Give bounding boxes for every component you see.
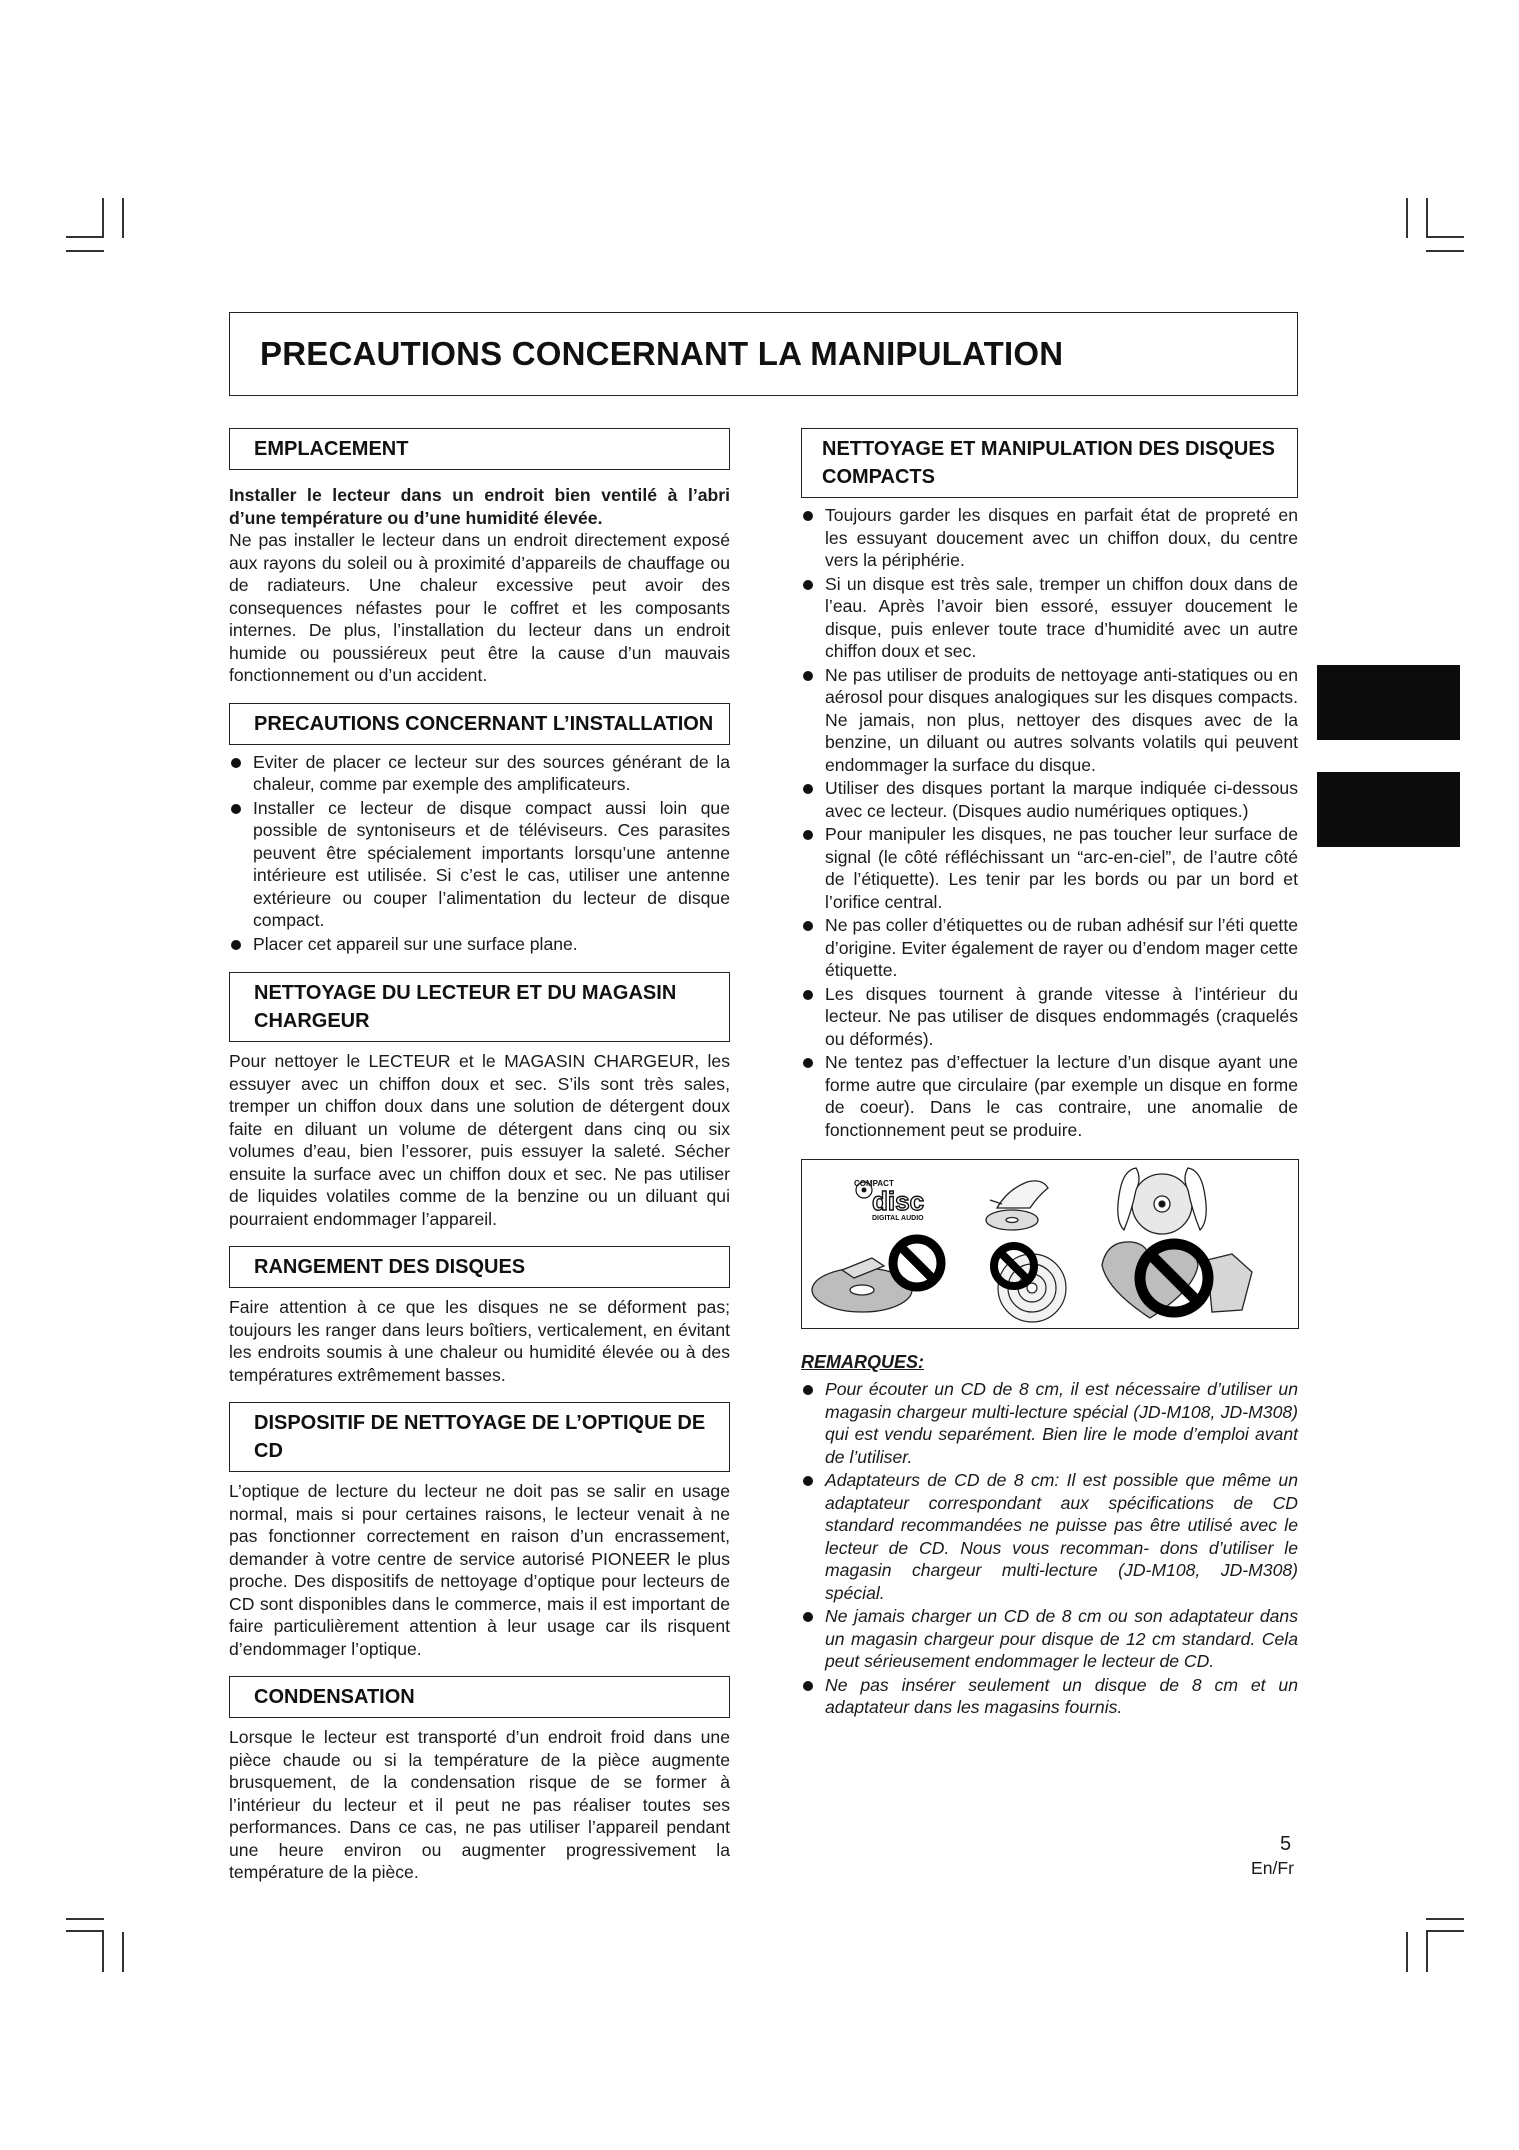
bullet-icon [803,990,813,1000]
list-item: Ne tentez pas d’effectuer la lecture d’un disque ayant une forme autre que circulaire (par exemple un disque en forme de coeur). Dans le cas contraire, une anomalie de fonctionnement peut se produire. [801,1051,1298,1141]
list-item: Eviter de placer ce lecteur sur des sources générant de la chaleur, comme par exemple des amplificateurs. [229,751,730,796]
bullet-icon [231,758,241,768]
section-heading-nettoyage-disques: NETTOYAGE ET MANIPULATION DES DISQUES COMPACTS [801,428,1298,498]
remarques-block [801,1378,1298,1720]
list-item: Ne jamais charger un CD de 8 cm ou son adaptateur dans un magasin chargeur pour disque de 12 cm standard. Cela peut sérieusement endommager le lecteur de CD. [801,1605,1298,1673]
remarques-list [801,1378,1298,1719]
list-item: Ne pas coller d’étiquettes ou de ruban adhésif sur l’éti quette d’origine. Eviter également de rayer ou d’endom mager cette étiquette. [801,914,1298,982]
bullet-icon [803,1612,813,1622]
condensation-body: Lorsque le lecteur est transporté d’un endroit froid dans une pièce chaude ou si la température de la pièce augmente brusquement, de la condensation risque de se former à l’intérieur du lecteur et il peut ne pas réaliser toutes ses performances. Dans ce cas, ne pas utiliser l’appareil pendant une heure environ ou augmenter progressivement la température de la pièce. [229,1727,730,1882]
list-item: Si un disque est très sale, tremper un chiffon doux dans de l’eau. Après l’avoir bien essoré, essuyer doucement le disque, puis enlever toute trace d’humidité avec un autre chiffon doux et sec. [801,573,1298,663]
emplacement-lead: Installer le lecteur dans un endroit bien ventilé à l’abri d’une température ou d’une humidité élevée. [229,485,730,528]
section-heading-condensation: CONDENSATION [229,1676,730,1718]
section-heading-rangement: RANGEMENT DES DISQUES [229,1246,730,1288]
bullet-icon [803,1058,813,1068]
nettoyage-disques-list [801,504,1298,1141]
hands-holding-disc-edges-drawing [1118,1168,1207,1234]
crop-mark [1406,198,1408,238]
crop-mark [122,1932,124,1972]
bullet-icon [803,921,813,931]
svg-text:disc: disc [872,1186,925,1216]
crop-mark [1426,236,1464,238]
bullet-icon [803,580,813,590]
bullet-icon [803,671,813,681]
svg-text:COMPACT: COMPACT [854,1179,894,1188]
left-column [229,428,730,1884]
bullet-icon [803,1681,813,1691]
bullet-icon [803,784,813,794]
crop-mark [66,1918,104,1920]
section-heading-dispositif: DISPOSITIF DE NETTOYAGE DE L’OPTIQUE DE CD [229,1402,730,1472]
list-item: Pour manipuler les disques, ne pas toucher leur surface de signal (le côté réfléchissant un “arc-en-ciel”, de l’autre côté de l’étiquette). Les tenir par les bords ou par un bord et l’orifice central. [801,823,1298,913]
list-item: Ne pas utiliser de produits de nettoyage anti-statiques ou en aérosol pour disques analogiques sur les disques compacts. Ne jamais, non plus, nettoyer des disques avec de la benzine, un diluant ou autres solvants volatils qui peuvent endommager la surface du disque. [801,664,1298,777]
crop-mark [1426,198,1428,238]
section-tab-french [1317,772,1460,847]
hand-holding-disc-drawing [986,1181,1048,1230]
section-heading-nettoyage-lecteur: NETTOYAGE DU LECTEUR ET DU MAGASIN CHARGEUR [229,972,730,1042]
section-heading-emplacement: EMPLACEMENT [229,428,730,470]
prohibition-icon [893,1239,941,1287]
list-item: Placer cet appareil sur une surface plane. [229,933,730,956]
bullet-icon [803,1385,813,1395]
crop-mark [1426,250,1464,252]
dispositif-body: L’optique de lecture du lecteur ne doit pas se salir en usage normal, mais si pour certaines raisons, le lecteur venait à ne pas fonctionner correctement en raison d’un encrassement, demander à votre centre de service autorisé PIONEER le plus proche. Des dispositifs de nettoyage d’optique pour lecteurs de CD sont disponibles dans le commerce, mais il est important de faire particulièrement attention à leur usage car ils risquent d’endommager l’optique. [229,1481,730,1659]
crop-mark [66,236,104,238]
crop-mark [102,198,104,238]
list-item: Installer ce lecteur de disque compact aussi loin que possible de syntoniseurs et de téléviseurs. Ces parasites peuvent être spécialement importants lorsqu’une antenne intérieure est utilisée. Si c’est le cas, utiliser une antenne extérieure ou couper l’alimentation du lecteur de disque compact. [229,797,730,932]
emplacement-body: Ne pas installer le lecteur dans un endroit directement exposé aux rayons du soleil ou à proximité d’appareils de chauffage ou de radiateurs. Une chaleur excessive peut avoir des consequences néfastes pour le coffret et les composants internes. De plus, l’installation du lecteur dans un endroit humide ou poussiéreux peut être la cause d’un mauvais fonctionnement ou d’un accident. [229,530,730,685]
crop-mark [1426,1930,1464,1932]
installation-list [229,751,730,956]
list-item: Utiliser des disques portant la marque indiquée ci-dessous avec ce lecteur. (Disques audio numériques optiques.) [801,777,1298,822]
crop-mark [102,1932,104,1972]
crop-mark [122,198,124,238]
section-tab-english [1317,665,1460,740]
list-item: Pour écouter un CD de 8 cm, il est nécessaire d’utiliser un magasin chargeur multi-lecture spécial (JD-M108, JD-M308) qui est vendu separément. Bien lire le mode d’emploi avant de l’utiliser. [801,1378,1298,1468]
crop-mark [1426,1932,1428,1972]
rangement-body: Faire attention à ce que les disques ne se déforment pas; toujours les ranger dans leurs boîtiers, verticalement, en évitant les endroits soumis à une chaleur ou humidité élevée ou à des températures extrêmement basses. [229,1297,730,1385]
list-item: Adaptateurs de CD de 8 cm: Il est possible que même un adaptateur correspondant aux spécifications de CD standard recommandées ne puisse pas être utilisé avec le lecteur de CD. Nous vous recomman- dons d’utiliser le magasin chargeur multi-lecture (JD-M108, JD-M308) spécial. [801,1469,1298,1604]
bullet-icon [803,511,813,521]
section-heading-installation: PRECAUTIONS CONCERNANT L’INSTALLATION [229,703,730,745]
title-box [229,312,1298,396]
disc-handling-illustration [801,1159,1299,1329]
nettoyage-lecteur-body: Pour nettoyer le LECTEUR et le MAGASIN CHARGEUR, les essuyer avec un chiffon doux et sec. S’ils sont très sales, tremper un chiffon doux dans une solution de détergent doux faite en diluant un volume de détergent dans cinq ou six volumes d’eau, bien l’essorer, puis essuyer la saleté. Sécher ensuite la surface avec un chiffon doux et sec. Ne pas utiliser de liquides volatiles comme de la benzine ou un diluant qui pourraient endommager l’appareil. [229,1051,730,1229]
svg-text:DIGITAL AUDIO: DIGITAL AUDIO [872,1215,924,1222]
page-language-code: En/Fr [1251,1858,1295,1878]
crop-mark [66,250,104,252]
bullet-icon [803,830,813,840]
bullet-icon [231,804,241,814]
disc-handling-drawings [802,1160,1298,1328]
compact-disc-logo [854,1179,924,1222]
right-column [801,428,1298,1142]
page-number: 5 [1280,1833,1292,1855]
list-item: Toujours garder les disques en parfait état de propreté en les essuyant doucement avec un chiffon doux, du centre vers la périphérie. [801,504,1298,572]
list-item: Les disques tournent à grande vitesse à l’intérieur du lecteur. Ne pas utiliser de disques endommagés (craquelés ou déformés). [801,983,1298,1051]
bullet-icon [803,1476,813,1486]
crop-mark [66,1930,104,1932]
crop-mark [1406,1932,1408,1972]
bullet-icon [231,940,241,950]
page-title: PRECAUTIONS CONCERNANT LA MANIPULATION [260,335,1064,372]
list-item: Ne pas insérer seulement un disque de 8 cm et un adaptateur dans les magasins fournis. [801,1674,1298,1719]
crop-mark [1426,1918,1464,1920]
remarques-title: REMARQUES: [801,1352,925,1372]
